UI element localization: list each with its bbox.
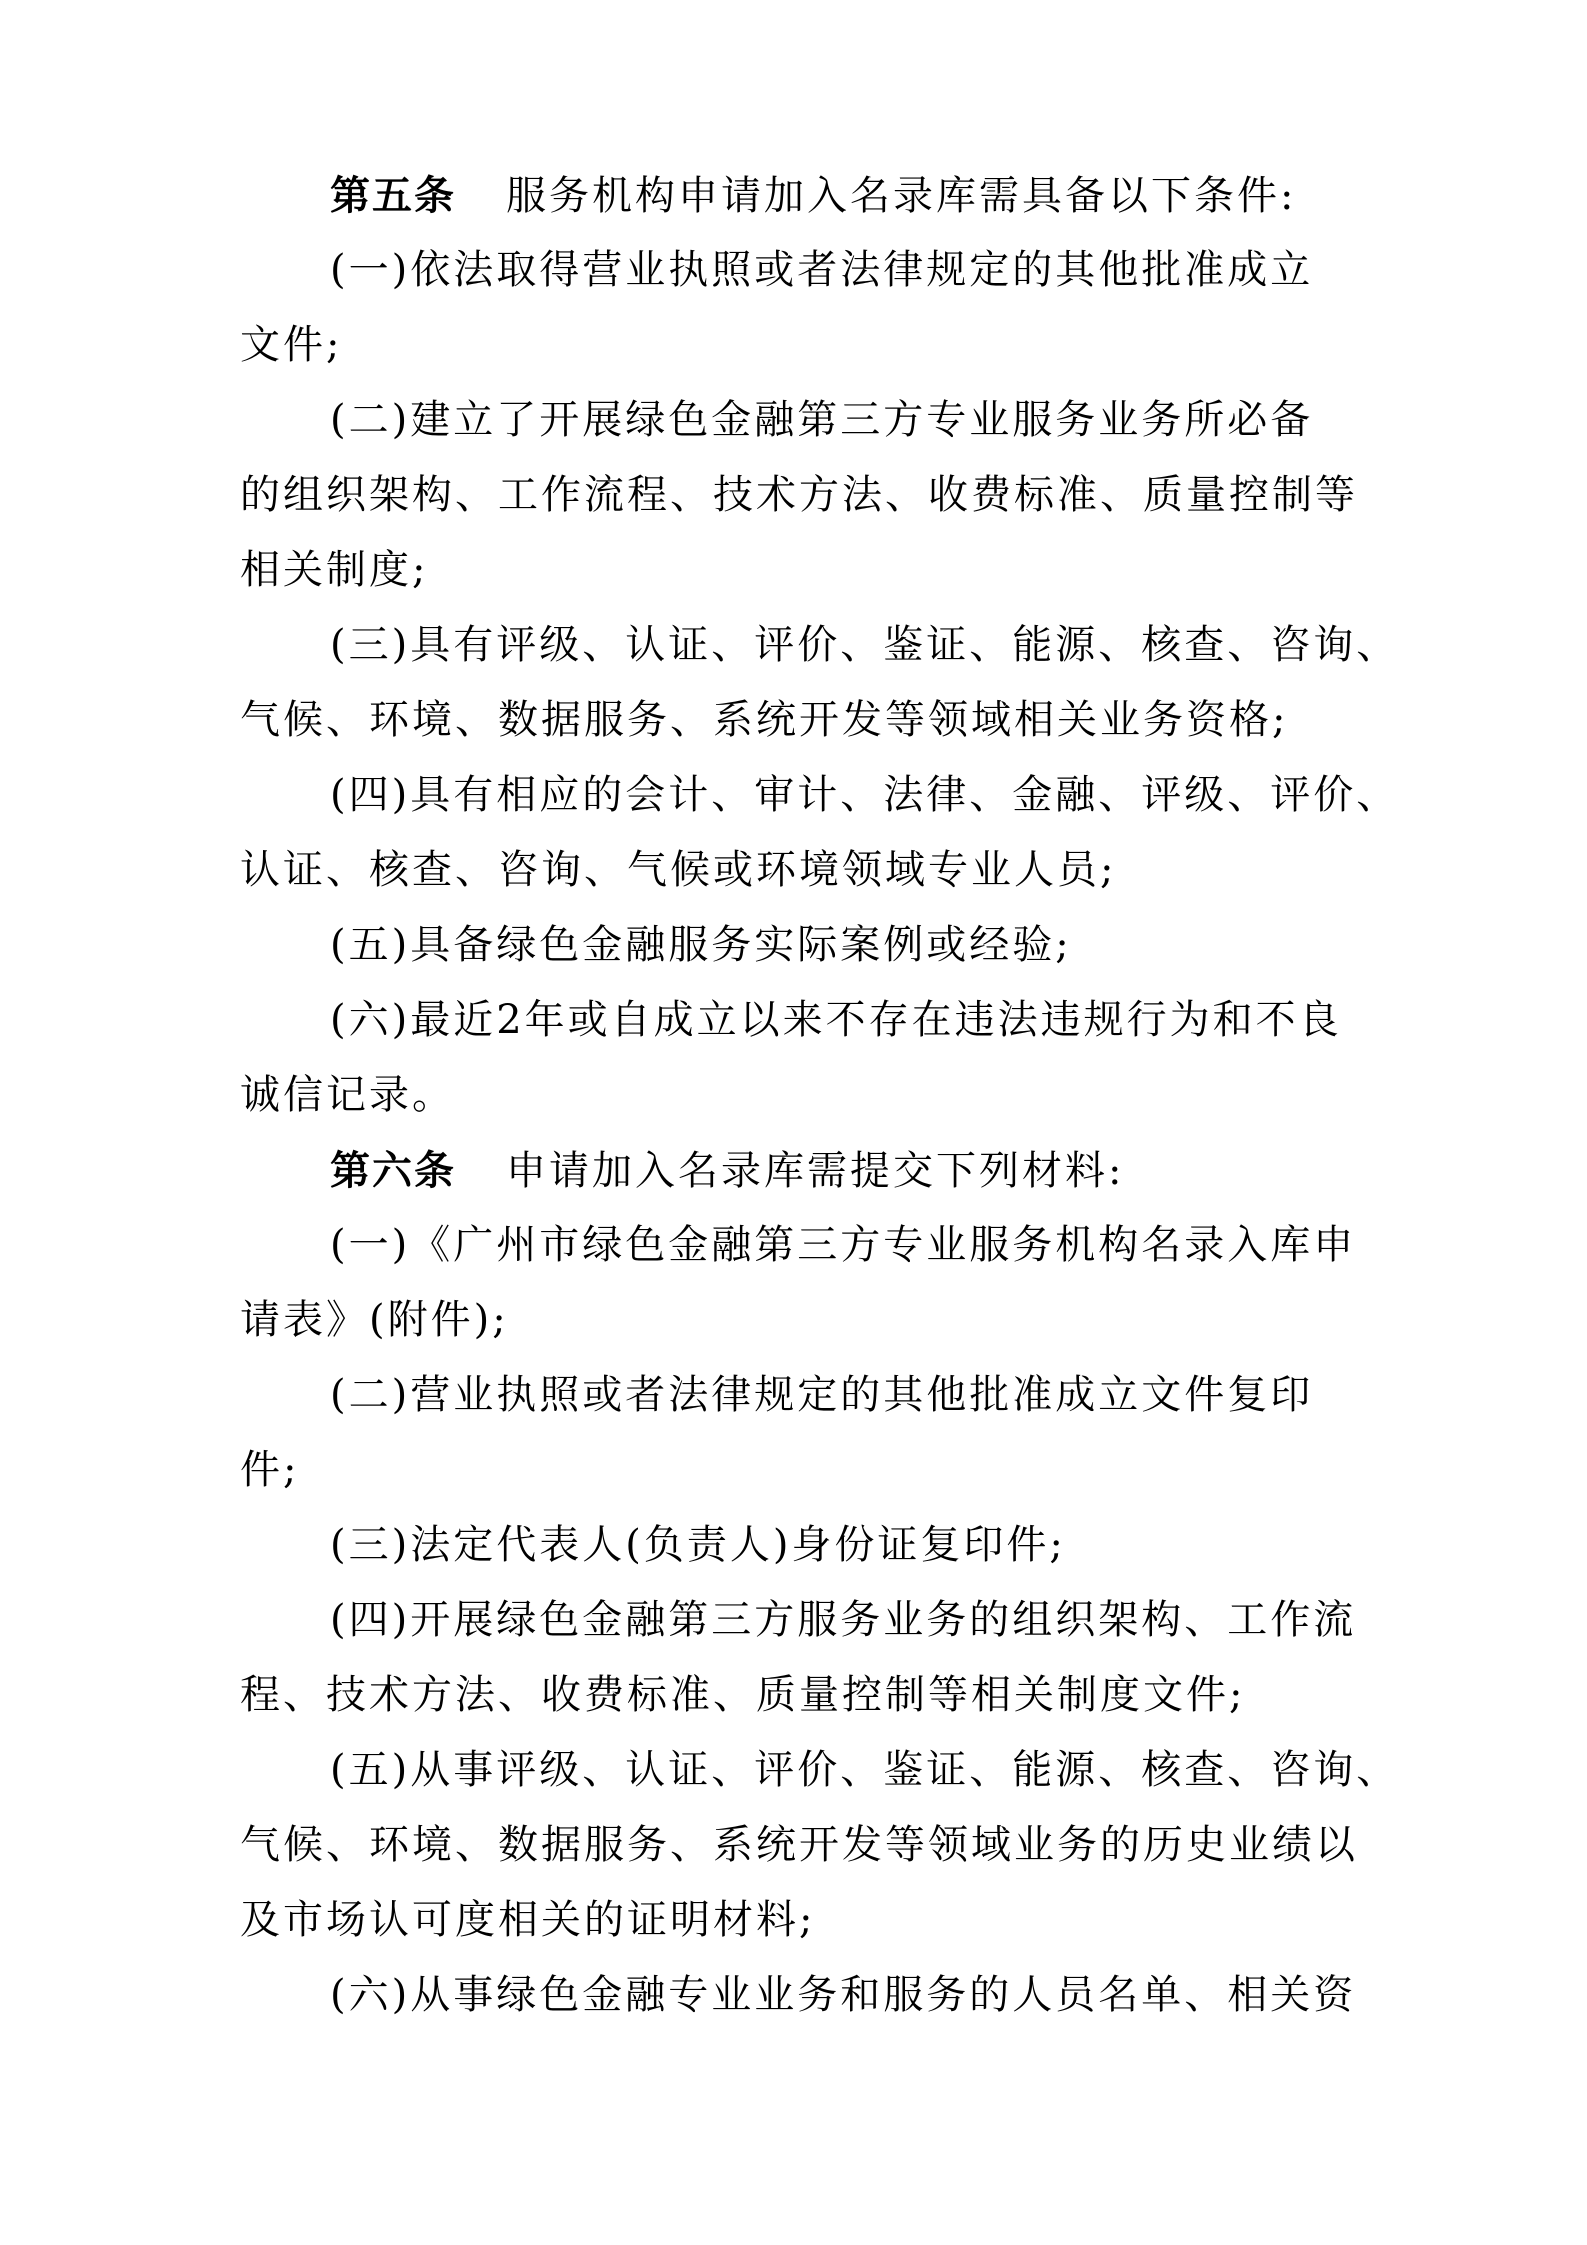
article-label: 第六条 — [330, 1147, 456, 1194]
article-5-item-5: (五)具备绿色金融服务实际案例或经验; — [330, 922, 1072, 968]
article-6-item-6: (六)从事绿色金融专业业务和服务的人员名单、相关资 — [330, 1972, 1357, 2018]
article-6-item-2: (二)营业执照或者法律规定的其他批准成立文件复印 — [330, 1372, 1314, 1418]
article-6-item-5: (五)从事评级、认证、评价、鉴证、能源、核查、咨询、 — [330, 1747, 1400, 1793]
article-5-heading — [240, 158, 1350, 233]
article-6-item-4-cont: 程、技术方法、收费标准、质量控制等相关制度文件; — [240, 1672, 1246, 1718]
article-label: 第五条 — [330, 172, 456, 219]
article-6-heading — [240, 1133, 1350, 1208]
article-5-item-3-cont: 气候、环境、数据服务、系统开发等领域相关业务资格; — [240, 697, 1289, 743]
article-heading-text: 服务机构申请加入名录库需具备以下条件: — [506, 173, 1297, 219]
article-5-item-1: (一)依法取得营业执照或者法律规定的其他批准成立 — [330, 247, 1314, 293]
article-6-item-2-cont: 件; — [240, 1447, 300, 1493]
article-5-item-4: (四)具有相应的会计、审计、法律、金融、评级、评价、 — [330, 772, 1400, 818]
article-6-item-4: (四)开展绿色金融第三方服务业务的组织架构、工作流 — [330, 1597, 1357, 1643]
article-6-item-3: (三)法定代表人(负责人)身份证复印件; — [330, 1522, 1066, 1568]
article-heading-text: 申请加入名录库需提交下列材料: — [506, 1148, 1125, 1194]
article-5-item-2: (二)建立了开展绿色金融第三方专业服务业务所必备 — [330, 397, 1314, 443]
article-6-item-1-cont: 请表》(附件); — [240, 1297, 509, 1343]
article-5-item-1-cont: 文件; — [240, 322, 343, 368]
article-5-item-4-cont: 认证、核查、咨询、气候或环境领域专业人员; — [240, 847, 1117, 893]
article-6-item-5-cont: 及市场认可度相关的证明材料; — [240, 1897, 816, 1943]
article-6-item-5-cont: 气候、环境、数据服务、系统开发等领域业务的历史业绩以 — [240, 1822, 1358, 1868]
article-5-item-6: (六)最近2年或自成立以来不存在违法违规行为和不良 — [330, 997, 1342, 1043]
article-5-item-2-cont: 的组织架构、工作流程、技术方法、收费标准、质量控制等 — [240, 472, 1358, 518]
article-5-item-6-cont: 诚信记录。 — [240, 1072, 455, 1118]
document-page — [240, 158, 1400, 2033]
article-5-item-2-cont: 相关制度; — [240, 547, 429, 593]
article-6-item-1: (一)《广州市绿色金融第三方专业服务机构名录入库申 — [330, 1222, 1357, 1268]
article-5-item-3: (三)具有评级、认证、评价、鉴证、能源、核查、咨询、 — [330, 622, 1400, 668]
